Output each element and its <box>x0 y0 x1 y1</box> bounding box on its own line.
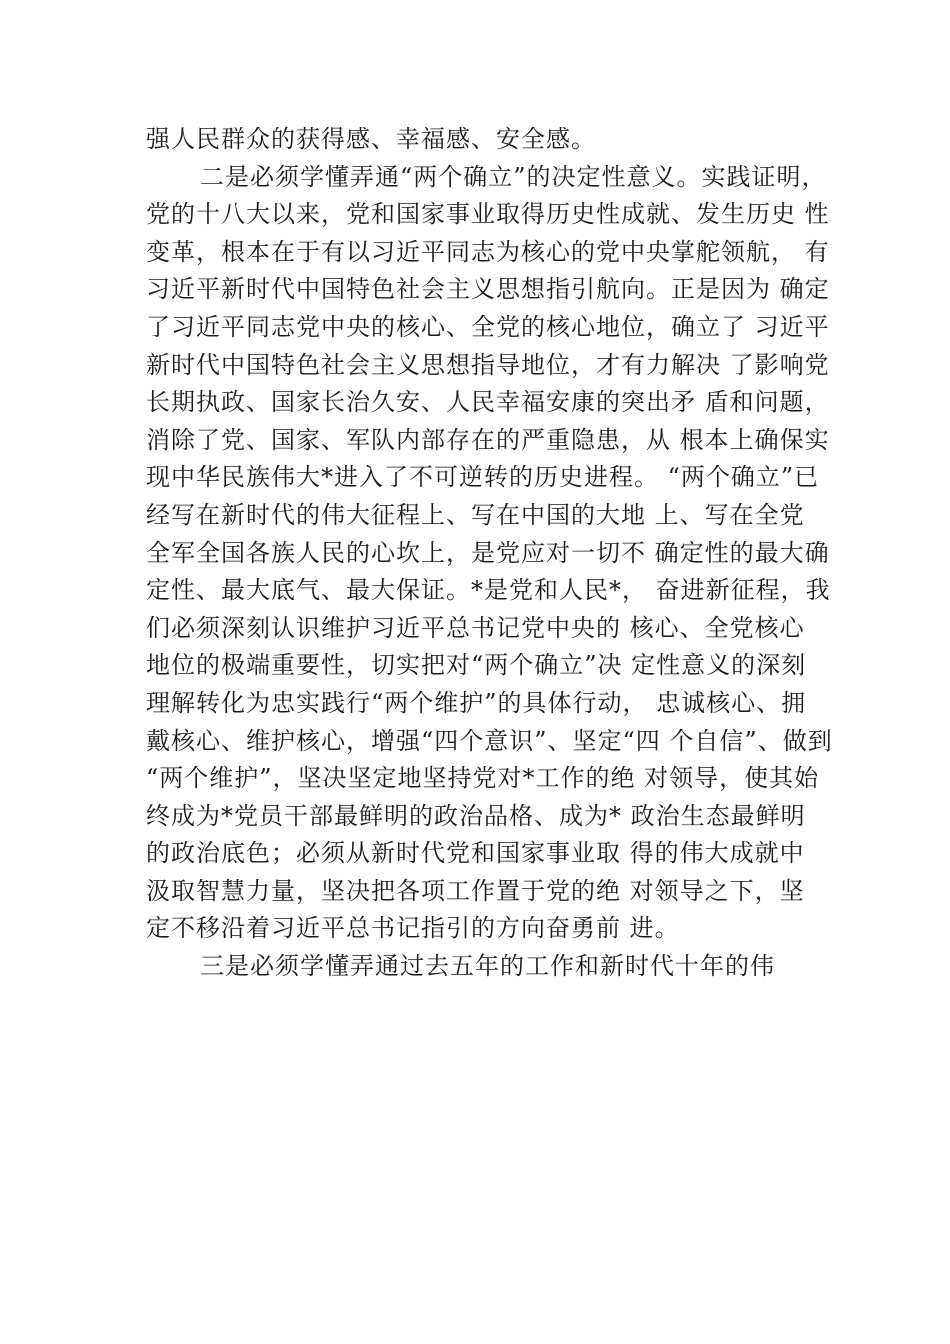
text-line: 终成为*党员干部最鲜明的政治品格、成为* 政治生态最鲜明 <box>146 801 806 830</box>
text-line: 地位的极端重要性，切实把对“两个确立”决 定性意义的深刻 <box>146 651 807 680</box>
text-line: 三是必须学懂弄通过去五年的工作和新时代十年的伟 <box>200 952 775 981</box>
text-line: “两个维护”，坚决坚定地坚持党对*工作的绝 对领导，使其始 <box>146 764 820 793</box>
text-line: 理解转化为忠实践行“两个维护”的具体行动， 忠诚核心、拥 <box>146 688 807 717</box>
text-line: 新时代中国特色社会主义思想指导地位，才有力解决 了影响党 <box>146 350 830 379</box>
document-body <box>146 121 846 986</box>
text-line: 定性、最大底气、最大保证。*是党和人民*， 奋进新征程，我 <box>146 576 831 605</box>
text-line: 全军全国各族人民的心坎上，是党应对一切不 确定性的最大确 <box>146 538 830 567</box>
text-line: 长期执政、国家长治久安、人民幸福安康的突出矛 盾和问题， <box>146 388 830 417</box>
text-line: 汲取智慧力量，坚决把各项工作置于党的绝 对领导之下，坚 <box>146 876 805 905</box>
text-line: 现中华民族伟大*进入了不可逆转的历史进程。 “两个确立”已 <box>146 463 820 492</box>
text-line: 戴核心、维护核心，增强“四个意识”、坚定“四 个自信”、做到 <box>146 726 833 755</box>
text-line: 了习近平同志党中央的核心、全党的核心地位，确立了 习近平 <box>146 312 830 341</box>
text-line: 的政治底色；必须从新时代党和国家事业取 得的伟大成就中 <box>146 839 805 868</box>
text-line: 二是必须学懂弄通“两个确立”的决定性意义。实践证明， <box>200 162 827 191</box>
text-line: 变革，根本在于有以习近平同志为核心的党中央掌舵领航， 有 <box>146 237 830 266</box>
text-line: 经写在新时代的伟大征程上、写在中国的大地 上、写在全党 <box>146 500 805 529</box>
text-line: 消除了党、国家、军队内部存在的严重隐患，从 根本上确保实 <box>146 425 830 454</box>
text-line: 强人民群众的获得感、幸福感、安全感。 <box>146 125 596 153</box>
text-line: 党的十八大以来，党和国家事业取得历史性成就、发生历史 性 <box>146 200 830 229</box>
text-line: 定不移沿着习近平总书记指引的方向奋勇前 进。 <box>146 914 680 943</box>
text-line: 习近平新时代中国特色社会主义思想指引航向。正是因为 确定 <box>146 275 830 304</box>
text-line: 们必须深刻认识维护习近平总书记党中央的 核心、全党核心 <box>146 613 805 642</box>
